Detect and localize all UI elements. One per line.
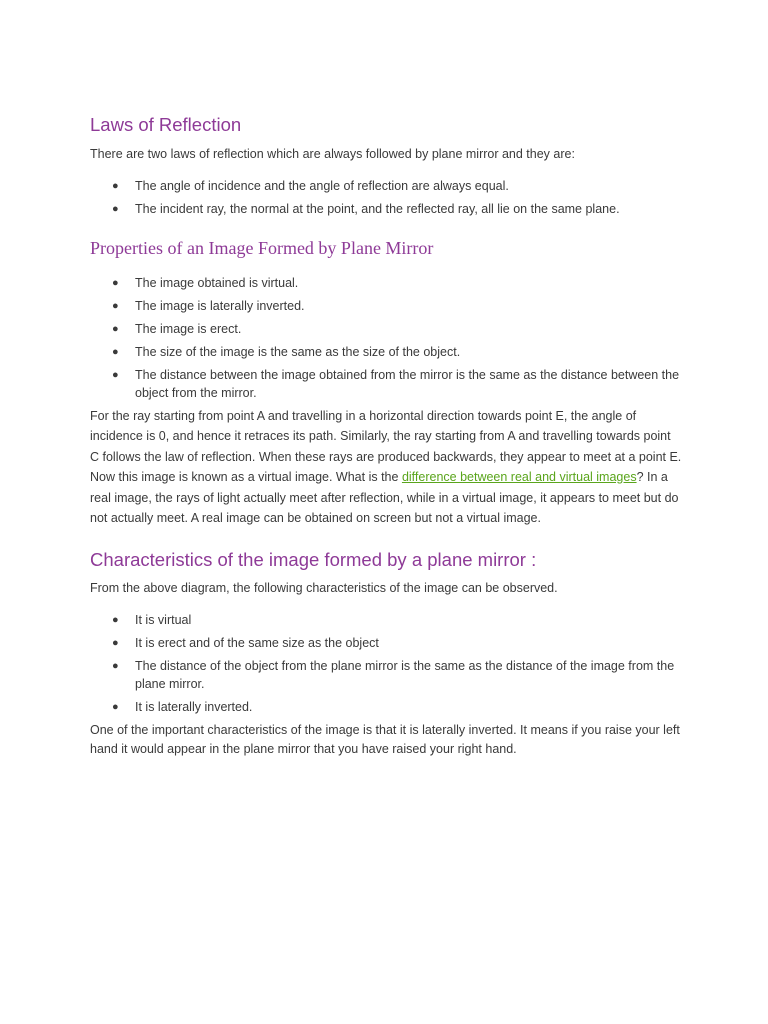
list-item-text: The image is erect. [135,321,242,336]
list-item [90,177,682,195]
characteristics-intro: From the above diagram, the following characteristics of the image can be observed. [90,580,558,595]
closing-paragraph: One of the important characteristics of the image is that it is laterally inverted. It means if you raise your left hand it would appear in the plane mirror that you have raised your right hand. [90,723,680,756]
list-item [90,297,682,315]
list-item-text: It is erect and of the same size as the object [135,636,379,650]
bullet-icon: ● [112,322,119,335]
paragraph-text: For the ray starting from point A and travelling in a horizontal direction towards point E, the angle of incidence is 0, and hence it retraces its path. Similarly, the ray starting from A and travelling towards point C follows the law of reflection. When these rays are produced backwards, they appear to meet at a point E. Now this image is known as a virtual image. What is the [90,408,682,484]
list-item [90,200,682,218]
list-item-text: The distance of the object from the plane mirror is the same as the distance of the image from the plane mirror. [135,659,675,691]
bullet-icon: ● [112,701,119,713]
real-vs-virtual-images-link[interactable]: difference between real and virtual images [401,470,637,484]
bullet-icon: ● [112,637,119,649]
document-content [90,112,682,759]
list-item-text: The size of the image is the same as the size of the object. [135,344,461,359]
bullet-icon: ● [112,660,119,672]
list-item [90,698,682,716]
laws-intro: There are two laws of reflection which are always followed by plane mirror and they are: [90,147,575,161]
virtual-image-paragraph [90,406,682,529]
characteristics-list [90,611,682,716]
list-item [90,274,682,292]
paragraph-text: ? In a real image, the rays of light actually meet after reflection, while in a virtual image, it appears to meet but do not actually meet. A real image can be obtained on screen but not a virtual image. [90,470,679,525]
list-item-text: The image obtained is virtual. [135,275,299,290]
bullet-icon: ● [112,345,119,358]
list-item [90,320,682,338]
bullet-icon: ● [112,179,119,192]
list-item-text: It is virtual [135,613,192,627]
list-item [90,343,682,361]
properties-list [90,274,682,402]
bullet-icon: ● [112,614,119,626]
list-item [90,657,682,693]
bullet-icon: ● [112,368,119,381]
heading-properties-of-image: Properties of an Image Formed by Plane Mirror [90,237,434,258]
heading-laws-of-reflection: Laws of Reflection [90,114,242,135]
bullet-icon: ● [112,299,119,312]
laws-list [90,177,682,218]
list-item [90,611,682,629]
heading-characteristics: Characteristics of the image formed by a plane mirror : [90,548,537,570]
list-item-text: The angle of incidence and the angle of reflection are always equal. [135,178,509,193]
bullet-icon: ● [112,276,119,289]
list-item [90,634,682,652]
list-item [90,366,682,402]
list-item-text: The distance between the image obtained from the mirror is the same as the distance between the object from the mirror. [135,367,680,400]
list-item-text: The incident ray, the normal at the point, and the reflected ray, all lie on the same plane. [135,201,620,216]
list-item-text: It is laterally inverted. [135,700,253,714]
list-item-text: The image is laterally inverted. [135,298,305,313]
bullet-icon: ● [112,202,119,215]
